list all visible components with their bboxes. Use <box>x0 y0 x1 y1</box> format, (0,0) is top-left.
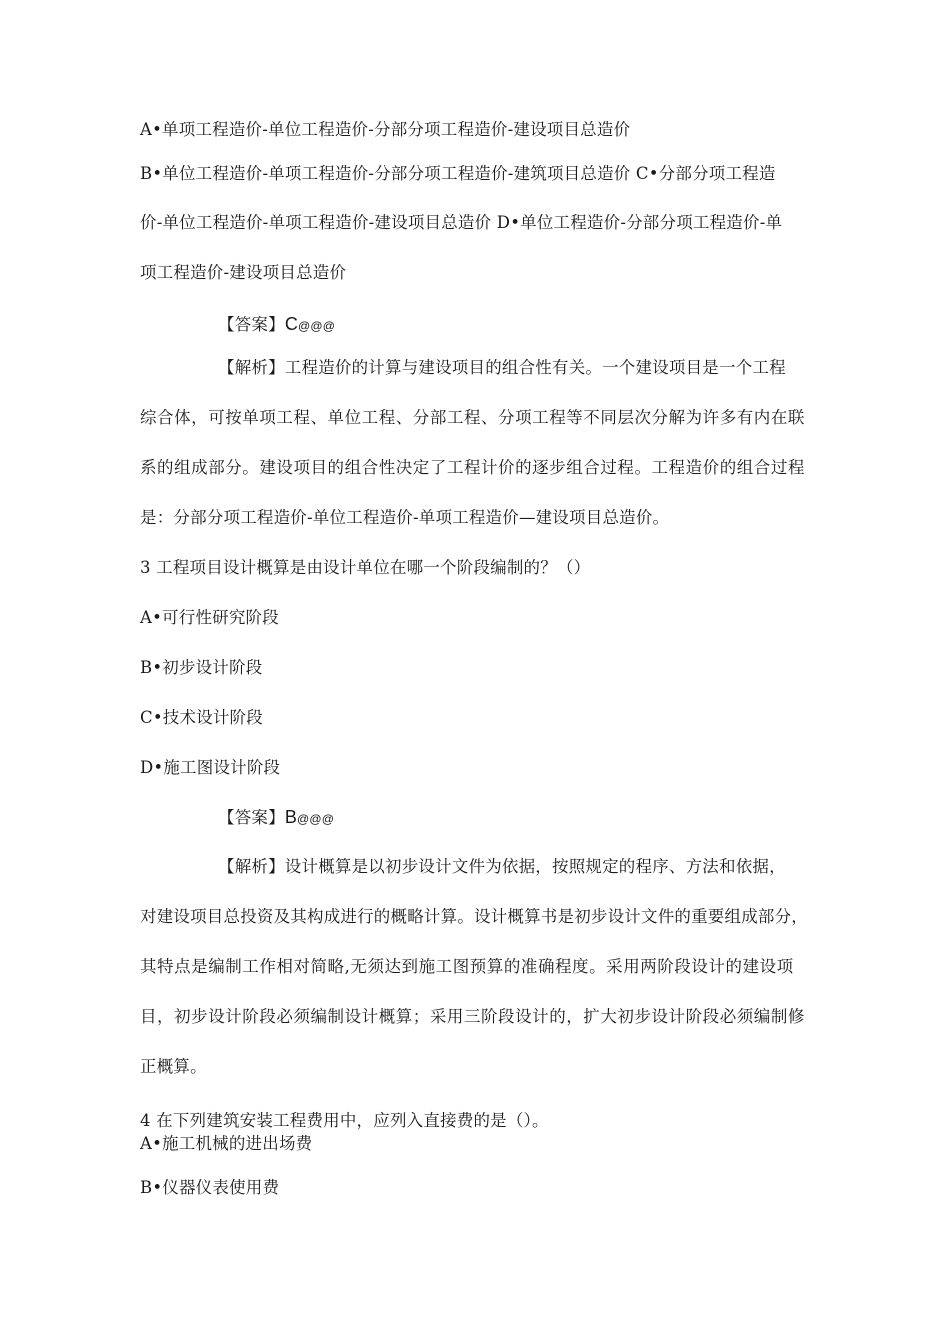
q2-option-a: A•单项工程造价-单位工程造价-分部分项工程造价-建设项目总造价 <box>140 120 631 139</box>
q2-analysis-line: 【解析】工程造价的计算与建设项目的组合性有关。一个建设项目是一个工程 <box>218 358 786 377</box>
q3-analysis-line: 【解析】设计概算是以初步设计文件为依据，按照规定的程序、方法和依据， <box>218 857 786 876</box>
q3-analysis-line: 对建设项目总投资及其构成进行的概略计算。设计概算书是初步设计文件的重要组成部分， <box>140 907 808 926</box>
q3-option-b: B•初步设计阶段 <box>140 658 263 677</box>
q2-option-d-end: 项工程造价-建设项目总造价 <box>140 263 347 282</box>
q2-analysis-line: 是：分部分项工程造价-单位工程造价-单项工程造价—建设项目总造价。 <box>140 508 670 527</box>
q3-option-c: C•技术设计阶段 <box>140 708 263 727</box>
answer-letter: B <box>284 807 298 827</box>
q3-question: 3 工程项目设计概算是由设计单位在哪一个阶段编制的？（） <box>140 558 591 577</box>
q4-question: 4 在下列建筑安装工程费用中，应列入直接费的是（）。 <box>140 1111 549 1130</box>
answer-letter: C <box>284 314 299 334</box>
q2-answer <box>218 313 335 337</box>
q4-option-a: A•施工机械的进出场费 <box>140 1134 313 1153</box>
answer-mark: @@@ <box>297 812 335 826</box>
q3-analysis-line: 目，初步设计阶段必须编制设计概算；采用三阶段设计的，扩大初步设计阶段必须编制修 <box>140 1007 805 1026</box>
q2-analysis-line: 综合体，可按单项工程、单位工程、分部工程、分项工程等不同层次分解为许多有内在联 <box>140 408 805 427</box>
answer-mark: @@@ <box>298 319 336 333</box>
q3-answer <box>218 806 334 830</box>
q3-analysis-line: 正概算。 <box>140 1057 207 1076</box>
answer-label: 【答案】 <box>218 315 285 334</box>
q2-options-c-d: 价-单位工程造价-单项工程造价-建设项目总造价 D•单位工程造价-分部分项工程造价-单 <box>140 213 783 232</box>
q3-analysis-line: 其特点是编制工作相对简略,无须达到施工图预算的准确程度。采用两阶段设计的建设项 <box>140 957 794 976</box>
q3-option-d: D•施工图设计阶段 <box>140 758 281 777</box>
answer-label: 【答案】 <box>218 808 285 827</box>
q3-option-a: A•可行性研究阶段 <box>140 608 279 627</box>
q2-options-b-c: B•单位工程造价-单项工程造价-分部分项工程造价-建筑项目总造价 C•分部分项工程造 <box>140 164 776 183</box>
q2-analysis-line: 系的组成部分。建设项目的组合性决定了工程计价的逐步组合过程。工程造价的组合过程 <box>140 458 805 477</box>
q4-option-b: B•仪器仪表使用费 <box>140 1178 280 1197</box>
